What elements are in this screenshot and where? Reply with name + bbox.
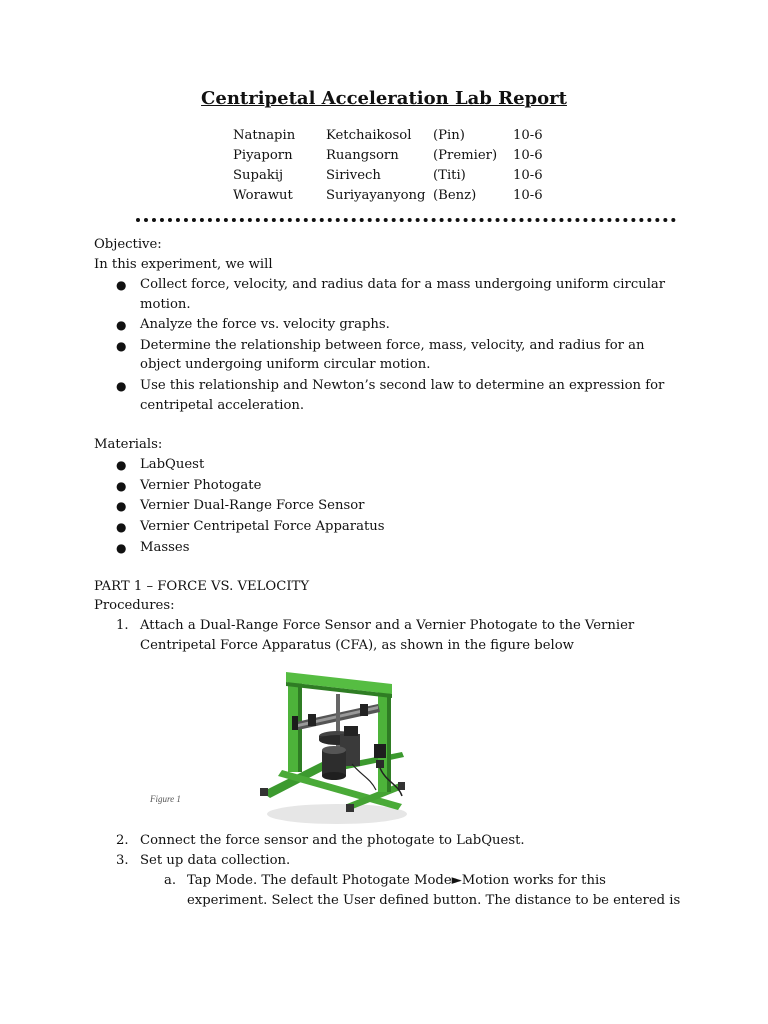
materials-item: Vernier Photogate [140, 478, 262, 493]
step-line: Centripetal Force Apparatus (CFA), as shown in the figure below [140, 638, 574, 653]
author-nickname: (Benz) [433, 188, 477, 203]
materials-heading: Materials: [94, 437, 163, 452]
author-first-name: Worawut [233, 188, 293, 203]
author-last-name: Suriyayanyong [326, 188, 426, 203]
author-first-name: Piyaporn [233, 148, 293, 163]
author-list [233, 126, 553, 206]
step-line: Connect the force sensor and the photogate to LabQuest. [140, 833, 525, 848]
author-class: 10-6 [513, 128, 543, 143]
objective-item-line: Determine the relationship between force, mass, velocity, and radius for an [140, 338, 645, 353]
substep-line: experiment. Select the User defined button. The distance to be entered is [187, 893, 681, 908]
author-nickname: (Premier) [433, 148, 498, 163]
author-row [233, 186, 553, 206]
author-class: 10-6 [513, 168, 543, 183]
bullet-icon: ● [116, 278, 127, 292]
materials-item: Vernier Dual-Range Force Sensor [140, 498, 365, 513]
bullet-icon: ● [116, 458, 127, 472]
objective-item-line: centripetal acceleration. [140, 398, 305, 413]
procedures-heading: Procedures: [94, 598, 175, 613]
step-line: Attach a Dual-Range Force Sensor and a Vernier Photogate to the Vernier [140, 618, 635, 633]
author-nickname: (Titi) [433, 168, 466, 183]
objective-item-line: Collect force, velocity, and radius data for a mass undergoing uniform circular [140, 277, 666, 292]
author-last-name: Ketchaikosol [326, 128, 412, 143]
bullet-icon: ● [116, 318, 127, 332]
step-line: Set up data collection. [140, 853, 291, 868]
author-nickname: (Pin) [433, 128, 465, 143]
author-class: 10-6 [513, 188, 543, 203]
part1-heading: PART 1 – FORCE VS. VELOCITY [94, 579, 310, 594]
objective-intro: In this experiment, we will [94, 257, 273, 272]
page-title: Centripetal Acceleration Lab Report [201, 88, 567, 109]
materials-item: Vernier Centripetal Force Apparatus [140, 519, 385, 534]
figure-caption: Figure 1 [150, 794, 181, 804]
author-first-name: Natnapin [233, 128, 296, 143]
bullet-icon: ● [116, 541, 127, 555]
author-last-name: Sirivech [326, 168, 381, 183]
bullet-icon: ● [116, 479, 127, 493]
objective-item-line: Analyze the force vs. velocity graphs. [140, 317, 390, 332]
author-row [233, 126, 553, 146]
bullet-icon: ● [116, 339, 127, 353]
objective-item-line: object undergoing uniform circular motion. [140, 357, 431, 372]
author-class: 10-6 [513, 148, 543, 163]
author-first-name: Supakij [233, 168, 284, 183]
bullet-icon: ● [116, 520, 127, 534]
objective-item-line: Use this relationship and Newton’s second law to determine an expression for [140, 378, 665, 393]
author-row [233, 166, 553, 186]
step-number: 2. [116, 833, 129, 848]
substep-line: Tap Mode. The default Photogate Mode►Motion works for this [187, 873, 606, 888]
materials-item: LabQuest [140, 457, 205, 472]
dotted-divider [136, 218, 676, 222]
step-number: 1. [116, 618, 129, 633]
substep-letter: a. [164, 873, 177, 888]
objective-heading: Objective: [94, 237, 162, 252]
author-row [233, 146, 553, 166]
step-number: 3. [116, 853, 129, 868]
bullet-icon: ● [116, 499, 127, 513]
bullet-icon: ● [116, 379, 127, 393]
materials-item: Masses [140, 540, 190, 555]
objective-item-line: motion. [140, 297, 191, 312]
centripetal-force-apparatus-figure [252, 664, 414, 830]
author-last-name: Ruangsorn [326, 148, 399, 163]
